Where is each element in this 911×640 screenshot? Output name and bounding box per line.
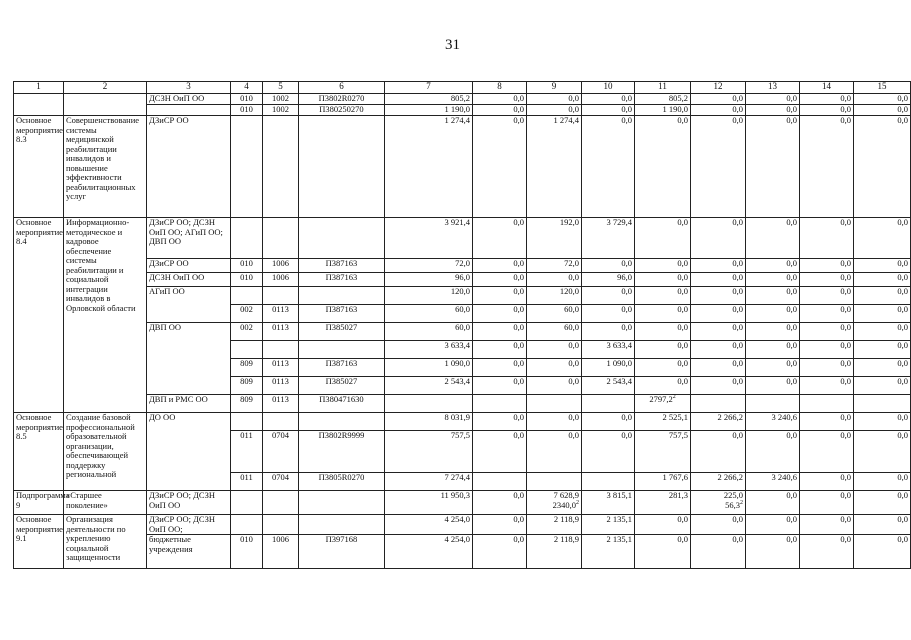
executor-cell: ДО ОО xyxy=(147,413,231,491)
header-cell: 14 xyxy=(800,82,854,94)
year-value: 0,0 xyxy=(635,341,691,359)
section-code: 1006 xyxy=(263,535,299,569)
year-value: 0,0 xyxy=(746,94,800,105)
measure-title: Совершенствование системы медицинской реабилитации инвалидов и повышение эффективности реабилитационных услуг xyxy=(64,116,147,218)
section-code: 0113 xyxy=(263,395,299,413)
executor-cell: ДЗиСР ОО; ДСЗН ОиП ОО; АГиП ОО; ДВП ОО xyxy=(147,218,231,259)
grbs-code: 010 xyxy=(231,94,263,105)
year-value: 0,0 xyxy=(854,377,911,395)
year-value: 0,0 xyxy=(473,431,527,473)
header-cell: 13 xyxy=(746,82,800,94)
year-value: 0,0 xyxy=(473,377,527,395)
empty-cell xyxy=(746,395,800,413)
year-value: 0,0 xyxy=(473,105,527,116)
empty-cell xyxy=(64,94,147,116)
header-cell: 6 xyxy=(299,82,385,94)
empty-cell xyxy=(299,341,385,359)
year-value: 0,0 xyxy=(582,323,635,341)
executor-cell: АГиП ОО xyxy=(147,287,231,323)
year-value: 2 543,4 xyxy=(582,377,635,395)
total-value: 1 274,4 xyxy=(385,116,473,218)
value-subline xyxy=(529,501,579,511)
empty-cell xyxy=(299,413,385,431)
year-value: 0,0 xyxy=(746,218,800,259)
table-row xyxy=(14,259,911,273)
year-value xyxy=(635,395,691,413)
empty-cell xyxy=(299,515,385,535)
grbs-code: 809 xyxy=(231,377,263,395)
year-value: 0,0 xyxy=(635,259,691,273)
empty-cell xyxy=(527,473,582,491)
year-value: 0,0 xyxy=(473,218,527,259)
year-value: 0,0 xyxy=(691,377,746,395)
year-value: 2 118,9 xyxy=(527,535,582,569)
year-value: 3 815,1 xyxy=(582,491,635,515)
footnote-mark: 2 xyxy=(576,499,579,506)
year-value: 0,0 xyxy=(800,105,854,116)
year-value: 0,0 xyxy=(746,535,800,569)
year-value: 0,0 xyxy=(582,413,635,431)
header-cell: 8 xyxy=(473,82,527,94)
value-text: 7 628,9 xyxy=(553,490,579,500)
empty-cell xyxy=(473,395,527,413)
measure-label: Основное мероприятие 8.3 xyxy=(14,116,64,218)
year-value: 0,0 xyxy=(746,341,800,359)
empty-cell xyxy=(299,218,385,259)
footnote-mark: 2 xyxy=(672,394,676,401)
measure-label: Основное мероприятие 9.1 xyxy=(14,515,64,569)
target-article-code: П3802R9999 xyxy=(299,431,385,473)
empty-cell xyxy=(147,105,231,116)
grbs-code: 809 xyxy=(231,395,263,413)
year-value: 0,0 xyxy=(691,359,746,377)
year-value: 0,0 xyxy=(473,323,527,341)
year-value: 0,0 xyxy=(800,473,854,491)
year-value: 0,0 xyxy=(800,431,854,473)
year-value: 0,0 xyxy=(800,323,854,341)
year-value: 60,0 xyxy=(527,323,582,341)
header-cell: 10 xyxy=(582,82,635,94)
year-value: 2 266,2 xyxy=(691,473,746,491)
section-code: 1006 xyxy=(263,259,299,273)
empty-cell xyxy=(231,218,263,259)
year-value: 60,0 xyxy=(527,305,582,323)
year-value: 805,2 xyxy=(635,94,691,105)
year-value: 0,0 xyxy=(582,305,635,323)
year-value: 0,0 xyxy=(527,94,582,105)
year-value: 0,0 xyxy=(746,377,800,395)
empty-cell xyxy=(231,491,263,515)
empty-cell xyxy=(527,395,582,413)
year-value: 0,0 xyxy=(746,431,800,473)
year-value: 0,0 xyxy=(746,323,800,341)
year-value: 0,0 xyxy=(582,431,635,473)
header-cell: 12 xyxy=(691,82,746,94)
total-value: 1 190,0 xyxy=(385,105,473,116)
year-value: 0,0 xyxy=(854,535,911,569)
year-value: 0,0 xyxy=(800,116,854,218)
value-text: 2340,0 xyxy=(552,499,576,510)
year-value: 0,0 xyxy=(691,259,746,273)
empty-cell xyxy=(263,287,299,305)
target-article-code: П397168 xyxy=(299,535,385,569)
year-value: 0,0 xyxy=(527,359,582,377)
target-article-code: П385027 xyxy=(299,377,385,395)
year-value: 0,0 xyxy=(800,491,854,515)
total-value: 7 274,4 xyxy=(385,473,473,491)
year-value xyxy=(527,491,582,515)
year-value: 0,0 xyxy=(635,116,691,218)
year-value: 0,0 xyxy=(854,259,911,273)
page-number: 31 xyxy=(445,37,460,53)
year-value: 0,0 xyxy=(800,359,854,377)
section-code: 0113 xyxy=(263,305,299,323)
year-value: 0,0 xyxy=(800,259,854,273)
year-value: 281,3 xyxy=(635,491,691,515)
total-value: 8 031,9 xyxy=(385,413,473,431)
value-text: 56,3 xyxy=(725,499,740,510)
measure-title: Информационно-методическое и кадровое обеспечение системы реабилитации и социальной интеграции инвалидов в Орловской области xyxy=(64,218,147,413)
year-value: 0,0 xyxy=(854,413,911,431)
year-value: 0,0 xyxy=(691,218,746,259)
year-value: 0,0 xyxy=(691,341,746,359)
year-value: 3 633,4 xyxy=(582,341,635,359)
year-value: 0,0 xyxy=(746,287,800,305)
target-article-code: П387163 xyxy=(299,359,385,377)
year-value: 0,0 xyxy=(854,323,911,341)
header-row xyxy=(14,82,911,94)
executor-cell: ДЗиСР ОО; ДСЗН ОиП ОО xyxy=(147,491,231,515)
year-value: 2 266,2 xyxy=(691,413,746,431)
year-value: 0,0 xyxy=(473,273,527,287)
year-value: 0,0 xyxy=(746,359,800,377)
year-value: 0,0 xyxy=(800,273,854,287)
year-value: 3 240,6 xyxy=(746,473,800,491)
year-value: 1 767,6 xyxy=(635,473,691,491)
executor-cell: ДЗиСР ОО; ДСЗН ОиП ОО; xyxy=(147,515,231,535)
empty-cell xyxy=(299,287,385,305)
total-value: 4 254,0 xyxy=(385,535,473,569)
year-value: 0,0 xyxy=(746,305,800,323)
year-value: 0,0 xyxy=(800,287,854,305)
section-code: 0113 xyxy=(263,323,299,341)
grbs-code: 010 xyxy=(231,105,263,116)
section-code: 1006 xyxy=(263,273,299,287)
measure-label: Основное мероприятие 8.5 xyxy=(14,413,64,491)
header-cell: 11 xyxy=(635,82,691,94)
table-row xyxy=(14,395,911,413)
year-value: 0,0 xyxy=(473,341,527,359)
year-value: 1 190,0 xyxy=(635,105,691,116)
budget-table xyxy=(13,81,911,569)
year-value: 0,0 xyxy=(800,535,854,569)
grbs-code: 809 xyxy=(231,359,263,377)
year-value: 0,0 xyxy=(473,94,527,105)
measure-title: Создание базовой профессиональной образовательной организации, обеспечивающей поддержку региональной xyxy=(64,413,147,491)
year-value: 0,0 xyxy=(635,359,691,377)
year-value: 0,0 xyxy=(854,287,911,305)
year-value: 0,0 xyxy=(800,218,854,259)
empty-cell xyxy=(14,94,64,116)
table-row xyxy=(14,105,911,116)
total-value: 3 633,4 xyxy=(385,341,473,359)
year-value: 0,0 xyxy=(800,515,854,535)
section-code: 0113 xyxy=(263,377,299,395)
empty-cell xyxy=(800,395,854,413)
year-value: 0,0 xyxy=(582,94,635,105)
year-value: 3 240,6 xyxy=(746,413,800,431)
value-text: 225,0 xyxy=(723,490,743,500)
empty-cell xyxy=(263,515,299,535)
empty-cell xyxy=(691,395,746,413)
executor-cell: ДСЗН ОиП ОО xyxy=(147,94,231,105)
target-article-code: П387163 xyxy=(299,273,385,287)
year-value: 0,0 xyxy=(854,341,911,359)
empty-cell xyxy=(263,116,299,218)
year-value: 0,0 xyxy=(527,273,582,287)
year-value: 0,0 xyxy=(691,94,746,105)
empty-cell xyxy=(231,515,263,535)
year-value: 0,0 xyxy=(854,116,911,218)
year-value: 0,0 xyxy=(582,287,635,305)
section-code: 0113 xyxy=(263,359,299,377)
year-value: 0,0 xyxy=(582,259,635,273)
year-value: 0,0 xyxy=(746,273,800,287)
year-value: 0,0 xyxy=(854,491,911,515)
target-article-code: П380471630 xyxy=(299,395,385,413)
year-value: 0,0 xyxy=(800,94,854,105)
total-value: 96,0 xyxy=(385,273,473,287)
header-cell: 7 xyxy=(385,82,473,94)
total-value: 805,2 xyxy=(385,94,473,105)
year-value: 0,0 xyxy=(854,305,911,323)
empty-cell xyxy=(582,395,635,413)
year-value: 0,0 xyxy=(800,305,854,323)
table-row xyxy=(14,94,911,105)
measure-label: Основное мероприятие 8.4 xyxy=(14,218,64,413)
year-value: 2 135,1 xyxy=(582,535,635,569)
empty-cell xyxy=(385,395,473,413)
target-article-code: П387163 xyxy=(299,259,385,273)
year-value: 0,0 xyxy=(635,218,691,259)
year-value: 0,0 xyxy=(582,105,635,116)
header-cell: 3 xyxy=(147,82,231,94)
year-value: 0,0 xyxy=(473,259,527,273)
header-cell: 9 xyxy=(527,82,582,94)
year-value: 0,0 xyxy=(473,359,527,377)
executor-cell: ДВП ОО xyxy=(147,323,231,395)
year-value: 96,0 xyxy=(582,273,635,287)
year-value: 120,0 xyxy=(527,287,582,305)
table-row xyxy=(14,491,911,515)
total-value: 60,0 xyxy=(385,323,473,341)
section-code: 1002 xyxy=(263,94,299,105)
empty-cell xyxy=(231,116,263,218)
table-row xyxy=(14,515,911,535)
year-value: 0,0 xyxy=(691,116,746,218)
year-value: 0,0 xyxy=(691,305,746,323)
year-value: 0,0 xyxy=(473,116,527,218)
table-row xyxy=(14,273,911,287)
year-value: 3 729,4 xyxy=(582,218,635,259)
year-value: 0,0 xyxy=(582,116,635,218)
year-value: 0,0 xyxy=(691,323,746,341)
grbs-code: 010 xyxy=(231,535,263,569)
year-value: 2 525,1 xyxy=(635,413,691,431)
target-article-code: П387163 xyxy=(299,305,385,323)
year-value: 0,0 xyxy=(527,413,582,431)
empty-cell xyxy=(582,473,635,491)
empty-cell xyxy=(473,473,527,491)
total-value: 120,0 xyxy=(385,287,473,305)
grbs-code: 010 xyxy=(231,259,263,273)
year-value: 0,0 xyxy=(691,273,746,287)
executor-cell: ДВП и РМС ОО xyxy=(147,395,231,413)
total-value: 11 950,3 xyxy=(385,491,473,515)
table-row xyxy=(14,535,911,569)
year-value: 1 274,4 xyxy=(527,116,582,218)
empty-cell xyxy=(299,116,385,218)
executor-cell: ДСЗН ОиП ОО xyxy=(147,273,231,287)
year-value: 0,0 xyxy=(854,105,911,116)
total-value: 72,0 xyxy=(385,259,473,273)
year-value: 0,0 xyxy=(473,305,527,323)
section-code: 0704 xyxy=(263,473,299,491)
year-value: 1 090,0 xyxy=(582,359,635,377)
target-article-code: П3802R0270 xyxy=(299,94,385,105)
executor-cell: ДЗиСР ОО xyxy=(147,259,231,273)
year-value: 0,0 xyxy=(473,535,527,569)
year-value: 0,0 xyxy=(746,116,800,218)
year-value: 0,0 xyxy=(854,515,911,535)
empty-cell xyxy=(231,413,263,431)
year-value: 0,0 xyxy=(473,287,527,305)
year-value: 0,0 xyxy=(854,273,911,287)
year-value: 2 135,1 xyxy=(582,515,635,535)
grbs-code: 002 xyxy=(231,323,263,341)
year-value: 0,0 xyxy=(635,535,691,569)
empty-cell xyxy=(231,287,263,305)
header-cell: 5 xyxy=(263,82,299,94)
empty-cell xyxy=(299,491,385,515)
year-value: 0,0 xyxy=(854,359,911,377)
target-article-code: П380250270 xyxy=(299,105,385,116)
value-subline xyxy=(693,501,743,511)
year-value: 0,0 xyxy=(854,431,911,473)
header-cell: 1 xyxy=(14,82,64,94)
year-value: 0,0 xyxy=(800,377,854,395)
executor-cell: ДЗиСР ОО xyxy=(147,116,231,218)
header-cell: 4 xyxy=(231,82,263,94)
footnote-mark: 2 xyxy=(740,499,743,506)
year-value: 0,0 xyxy=(800,413,854,431)
grbs-code: 002 xyxy=(231,305,263,323)
total-value: 3 921,4 xyxy=(385,218,473,259)
year-value: 0,0 xyxy=(635,515,691,535)
year-value: 0,0 xyxy=(800,341,854,359)
year-value: 0,0 xyxy=(527,377,582,395)
year-value: 0,0 xyxy=(746,491,800,515)
year-value: 0,0 xyxy=(691,515,746,535)
year-value: 0,0 xyxy=(635,323,691,341)
empty-cell xyxy=(854,395,911,413)
year-value: 0,0 xyxy=(635,273,691,287)
target-article-code: П385027 xyxy=(299,323,385,341)
total-value: 60,0 xyxy=(385,305,473,323)
year-value: 0,0 xyxy=(691,287,746,305)
year-value: 0,0 xyxy=(746,515,800,535)
total-value: 2 543,4 xyxy=(385,377,473,395)
total-value: 1 090,0 xyxy=(385,359,473,377)
year-value: 0,0 xyxy=(635,377,691,395)
table-row xyxy=(14,218,911,259)
year-value: 0,0 xyxy=(854,94,911,105)
value-text: 2797,2 xyxy=(649,394,673,404)
target-article-code: П3805R0270 xyxy=(299,473,385,491)
table-row xyxy=(14,323,911,341)
empty-cell xyxy=(263,218,299,259)
year-value: 0,0 xyxy=(854,473,911,491)
measure-label: Подпрограмма 9 xyxy=(14,491,64,515)
year-value: 0,0 xyxy=(691,105,746,116)
year-value: 0,0 xyxy=(691,431,746,473)
empty-cell xyxy=(263,341,299,359)
year-value: 0,0 xyxy=(473,515,527,535)
table-row xyxy=(14,116,911,218)
section-code: 1002 xyxy=(263,105,299,116)
year-value: 0,0 xyxy=(527,431,582,473)
year-value: 0,0 xyxy=(635,305,691,323)
total-value: 4 254,0 xyxy=(385,515,473,535)
executor-cell: бюджетные учреждения xyxy=(147,535,231,569)
grbs-code: 010 xyxy=(231,273,263,287)
header-cell: 15 xyxy=(854,82,911,94)
header-cell: 2 xyxy=(64,82,147,94)
year-value: 757,5 xyxy=(635,431,691,473)
total-value: 757,5 xyxy=(385,431,473,473)
year-value: 0,0 xyxy=(527,105,582,116)
measure-title: «Старшее поколение» xyxy=(64,491,147,515)
year-value: 192,0 xyxy=(527,218,582,259)
section-code: 0704 xyxy=(263,431,299,473)
year-value: 0,0 xyxy=(746,105,800,116)
year-value: 0,0 xyxy=(635,287,691,305)
empty-cell xyxy=(263,413,299,431)
year-value: 0,0 xyxy=(473,491,527,515)
year-value: 0,0 xyxy=(854,218,911,259)
year-value: 0,0 xyxy=(691,535,746,569)
year-value: 0,0 xyxy=(527,341,582,359)
year-value: 2 118,9 xyxy=(527,515,582,535)
year-value xyxy=(691,491,746,515)
empty-cell xyxy=(231,341,263,359)
empty-cell xyxy=(263,491,299,515)
table-row xyxy=(14,287,911,305)
year-value: 72,0 xyxy=(527,259,582,273)
year-value: 0,0 xyxy=(473,413,527,431)
grbs-code: 011 xyxy=(231,431,263,473)
table-row xyxy=(14,413,911,431)
year-value: 0,0 xyxy=(746,259,800,273)
measure-title: Организация деятельности по укреплению социальной защищенности xyxy=(64,515,147,569)
grbs-code: 011 xyxy=(231,473,263,491)
